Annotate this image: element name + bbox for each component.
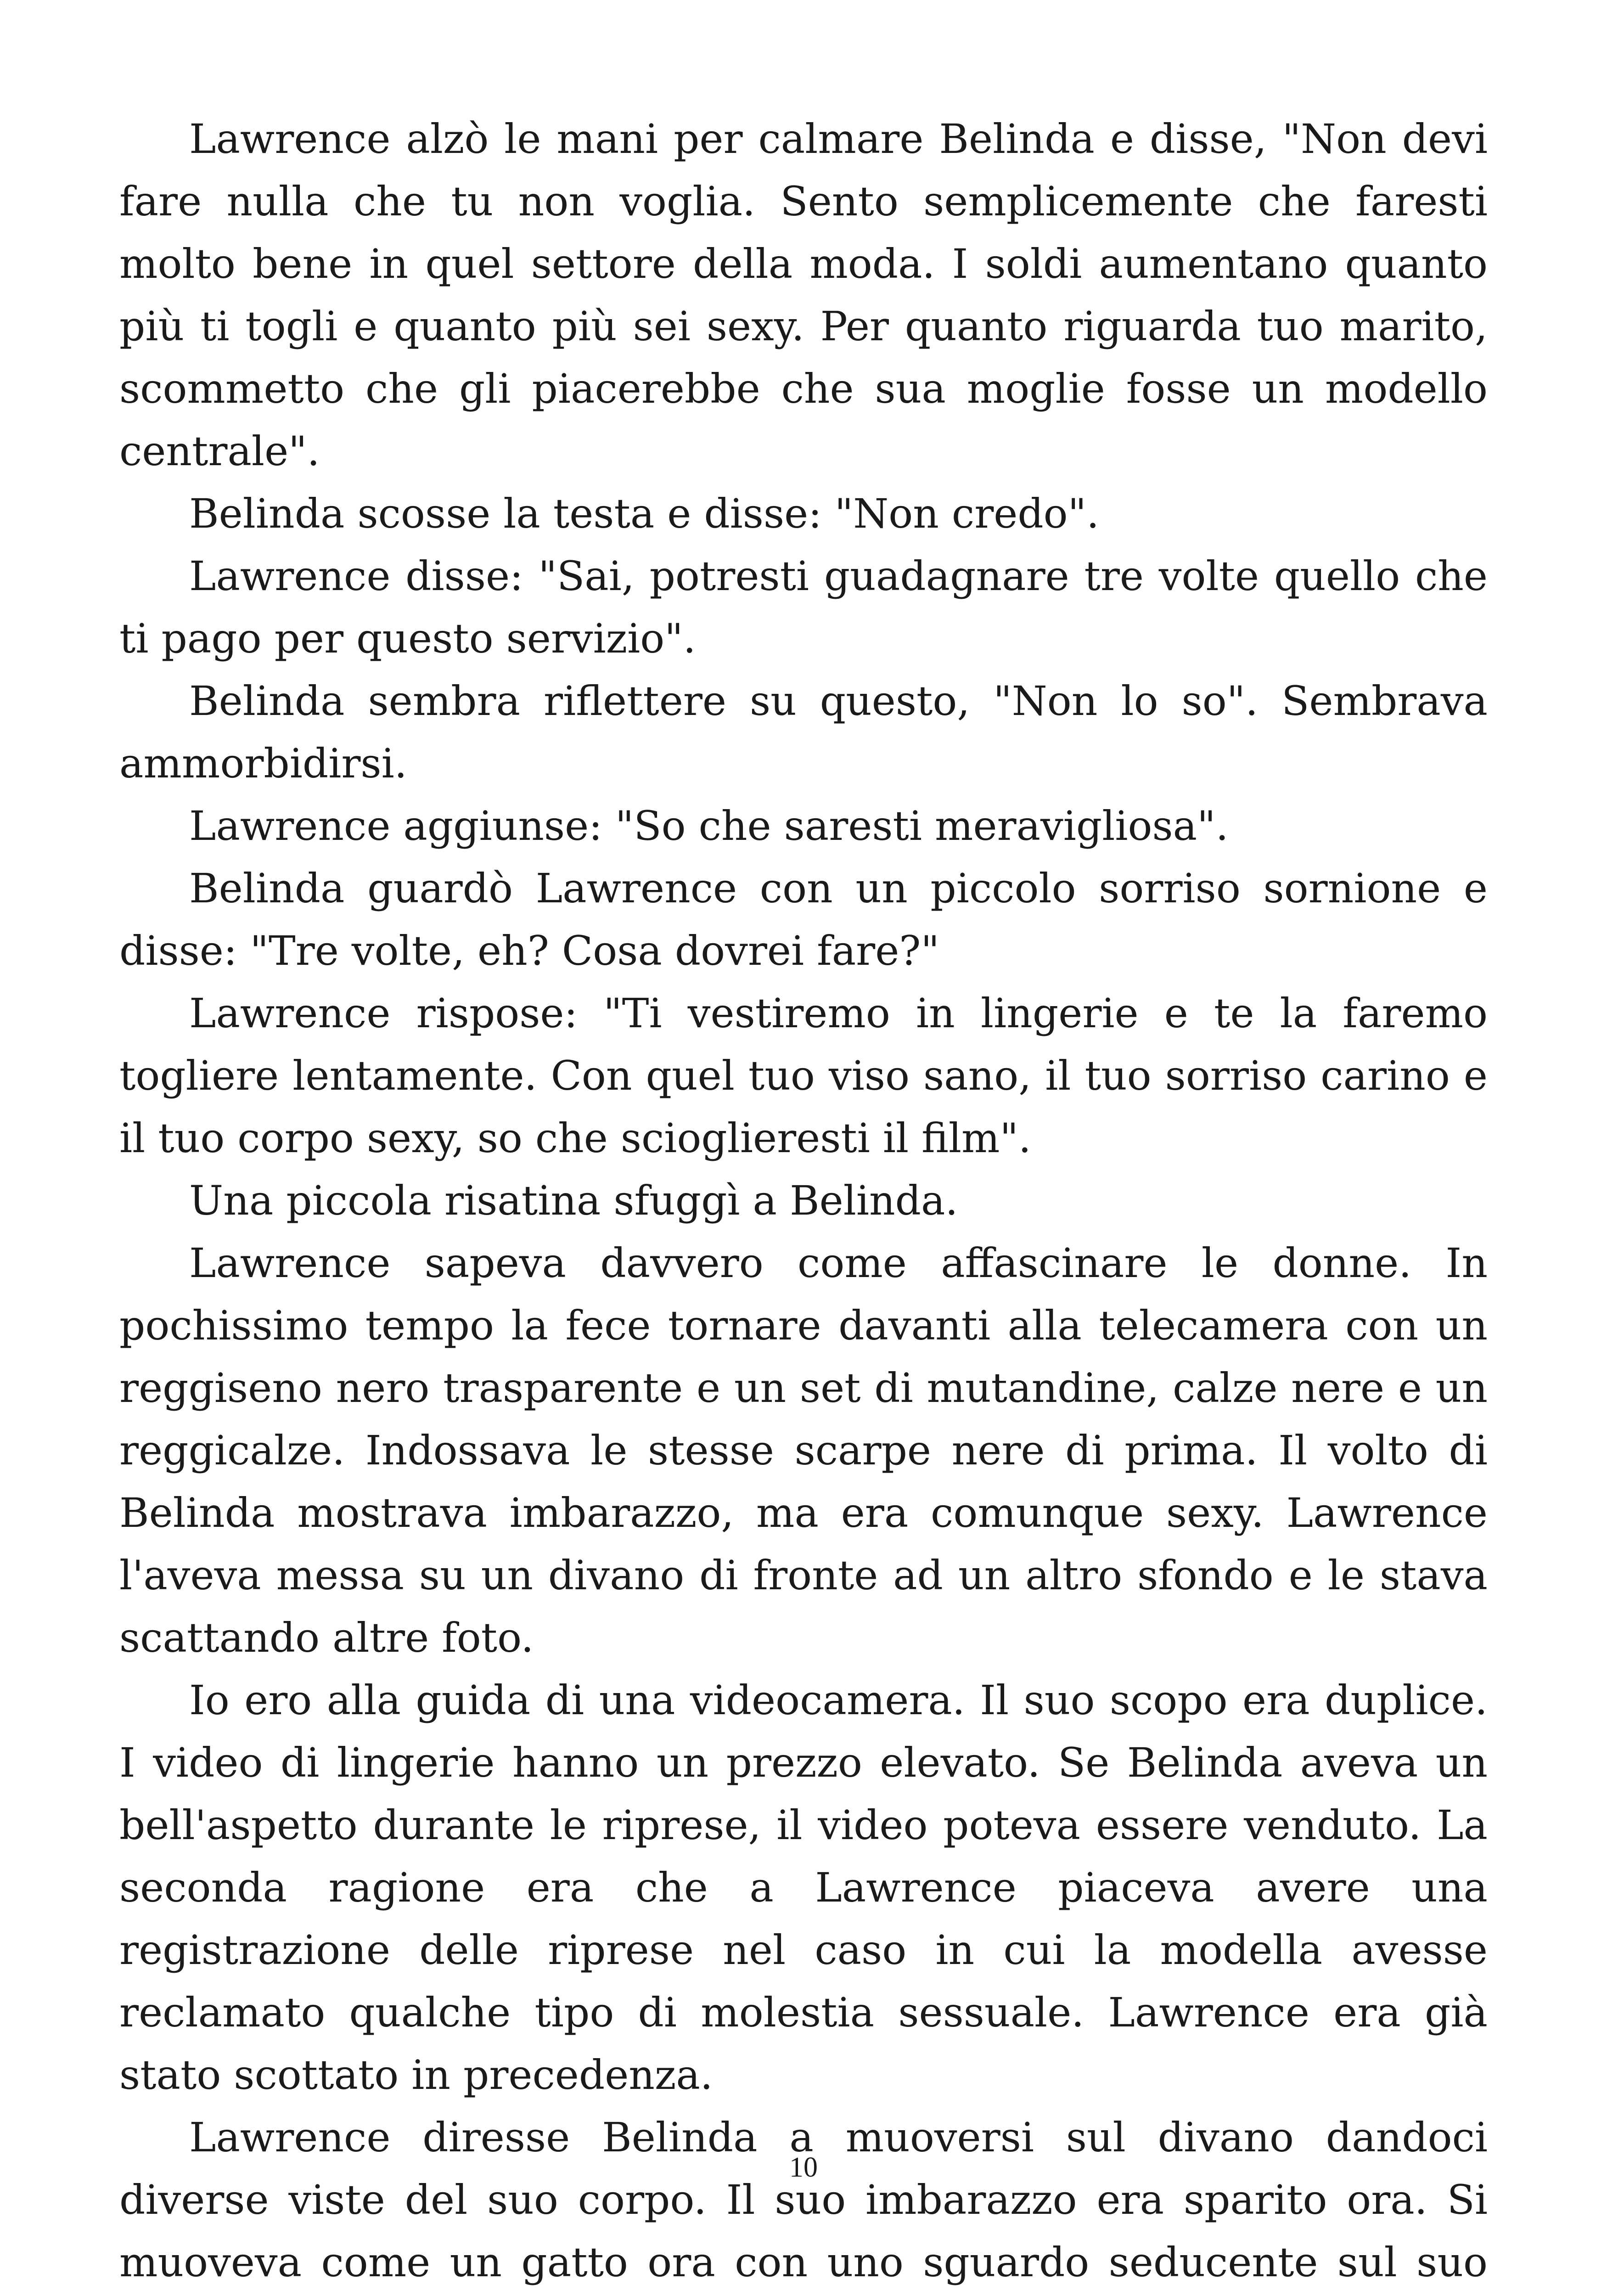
paragraph: Lawrence aggiunse: "So che saresti meravigliosa".: [189, 802, 1229, 850]
paragraph: Una piccola risatina sfuggì a Belinda.: [189, 1177, 958, 1224]
paragraph: Belinda sembra riflettere su questo, "Non lo so". Sembrava ammorbidirsi.: [119, 677, 1488, 787]
paragraph: Lawrence alzò le mani per calmare Belinda e disse, "Non devi fare nulla che tu non voglia. Sento semplicemente che faresti molto bene in quel settore della moda. I soldi aumentano quanto più ti togli e quanto più sei sexy. Per quanto riguarda tuo marito, scommetto che gli piacerebbe che sua moglie fosse un modello centrale".: [119, 115, 1488, 475]
paragraph: Belinda scosse la testa e disse: "Non credo".: [189, 490, 1100, 537]
page-body: [119, 108, 1488, 2286]
paragraph: Lawrence rispose: "Ti vestiremo in lingerie e te la faremo togliere lentamente. Con quel tuo viso sano, il tuo sorriso carino e il tuo corpo sexy, so che scioglieresti il film".: [119, 990, 1488, 1162]
paragraph: Lawrence sapeva davvero come affascinare le donne. In pochissimo tempo la fece tornare davanti alla telecamera con un reggiseno nero trasparente e un set di mutandine, calze nere e un reggicalze. Indossava le stesse scarpe nere di prima. Il volto di Belinda mostrava imbarazzo, ma era comunque sexy. Lawrence l'aveva messa su un divano di fronte ad un altro sfondo e le stava scattando altre foto.: [119, 1239, 1488, 1661]
paragraph: Lawrence diresse Belinda a muoversi sul divano dandoci diverse viste del suo corpo. Il suo imbarazzo era sparito ora. Si muoveva come un gatto ora con uno sguardo seducente sul suo: [119, 2114, 1488, 2286]
page-number: 10: [789, 2152, 818, 2183]
paragraph: Lawrence disse: "Sai, potresti guadagnare tre volte quello che ti pago per questo servizio".: [119, 552, 1488, 662]
paragraph: Belinda guardò Lawrence con un piccolo sorriso sornione e disse: "Tre volte, eh? Cosa dovrei fare?": [119, 865, 1488, 974]
paragraph: Io ero alla guida di una videocamera. Il suo scopo era duplice. I video di lingerie hanno un prezzo elevato. Se Belinda aveva un bell'aspetto durante le riprese, il video poteva essere venduto. La seconda ragione era che a Lawrence piaceva avere una registrazione delle riprese nel caso in cui la modella avesse reclamato qualche tipo di molestia sessuale. Lawrence era già stato scottato in precedenza.: [119, 1677, 1488, 2099]
